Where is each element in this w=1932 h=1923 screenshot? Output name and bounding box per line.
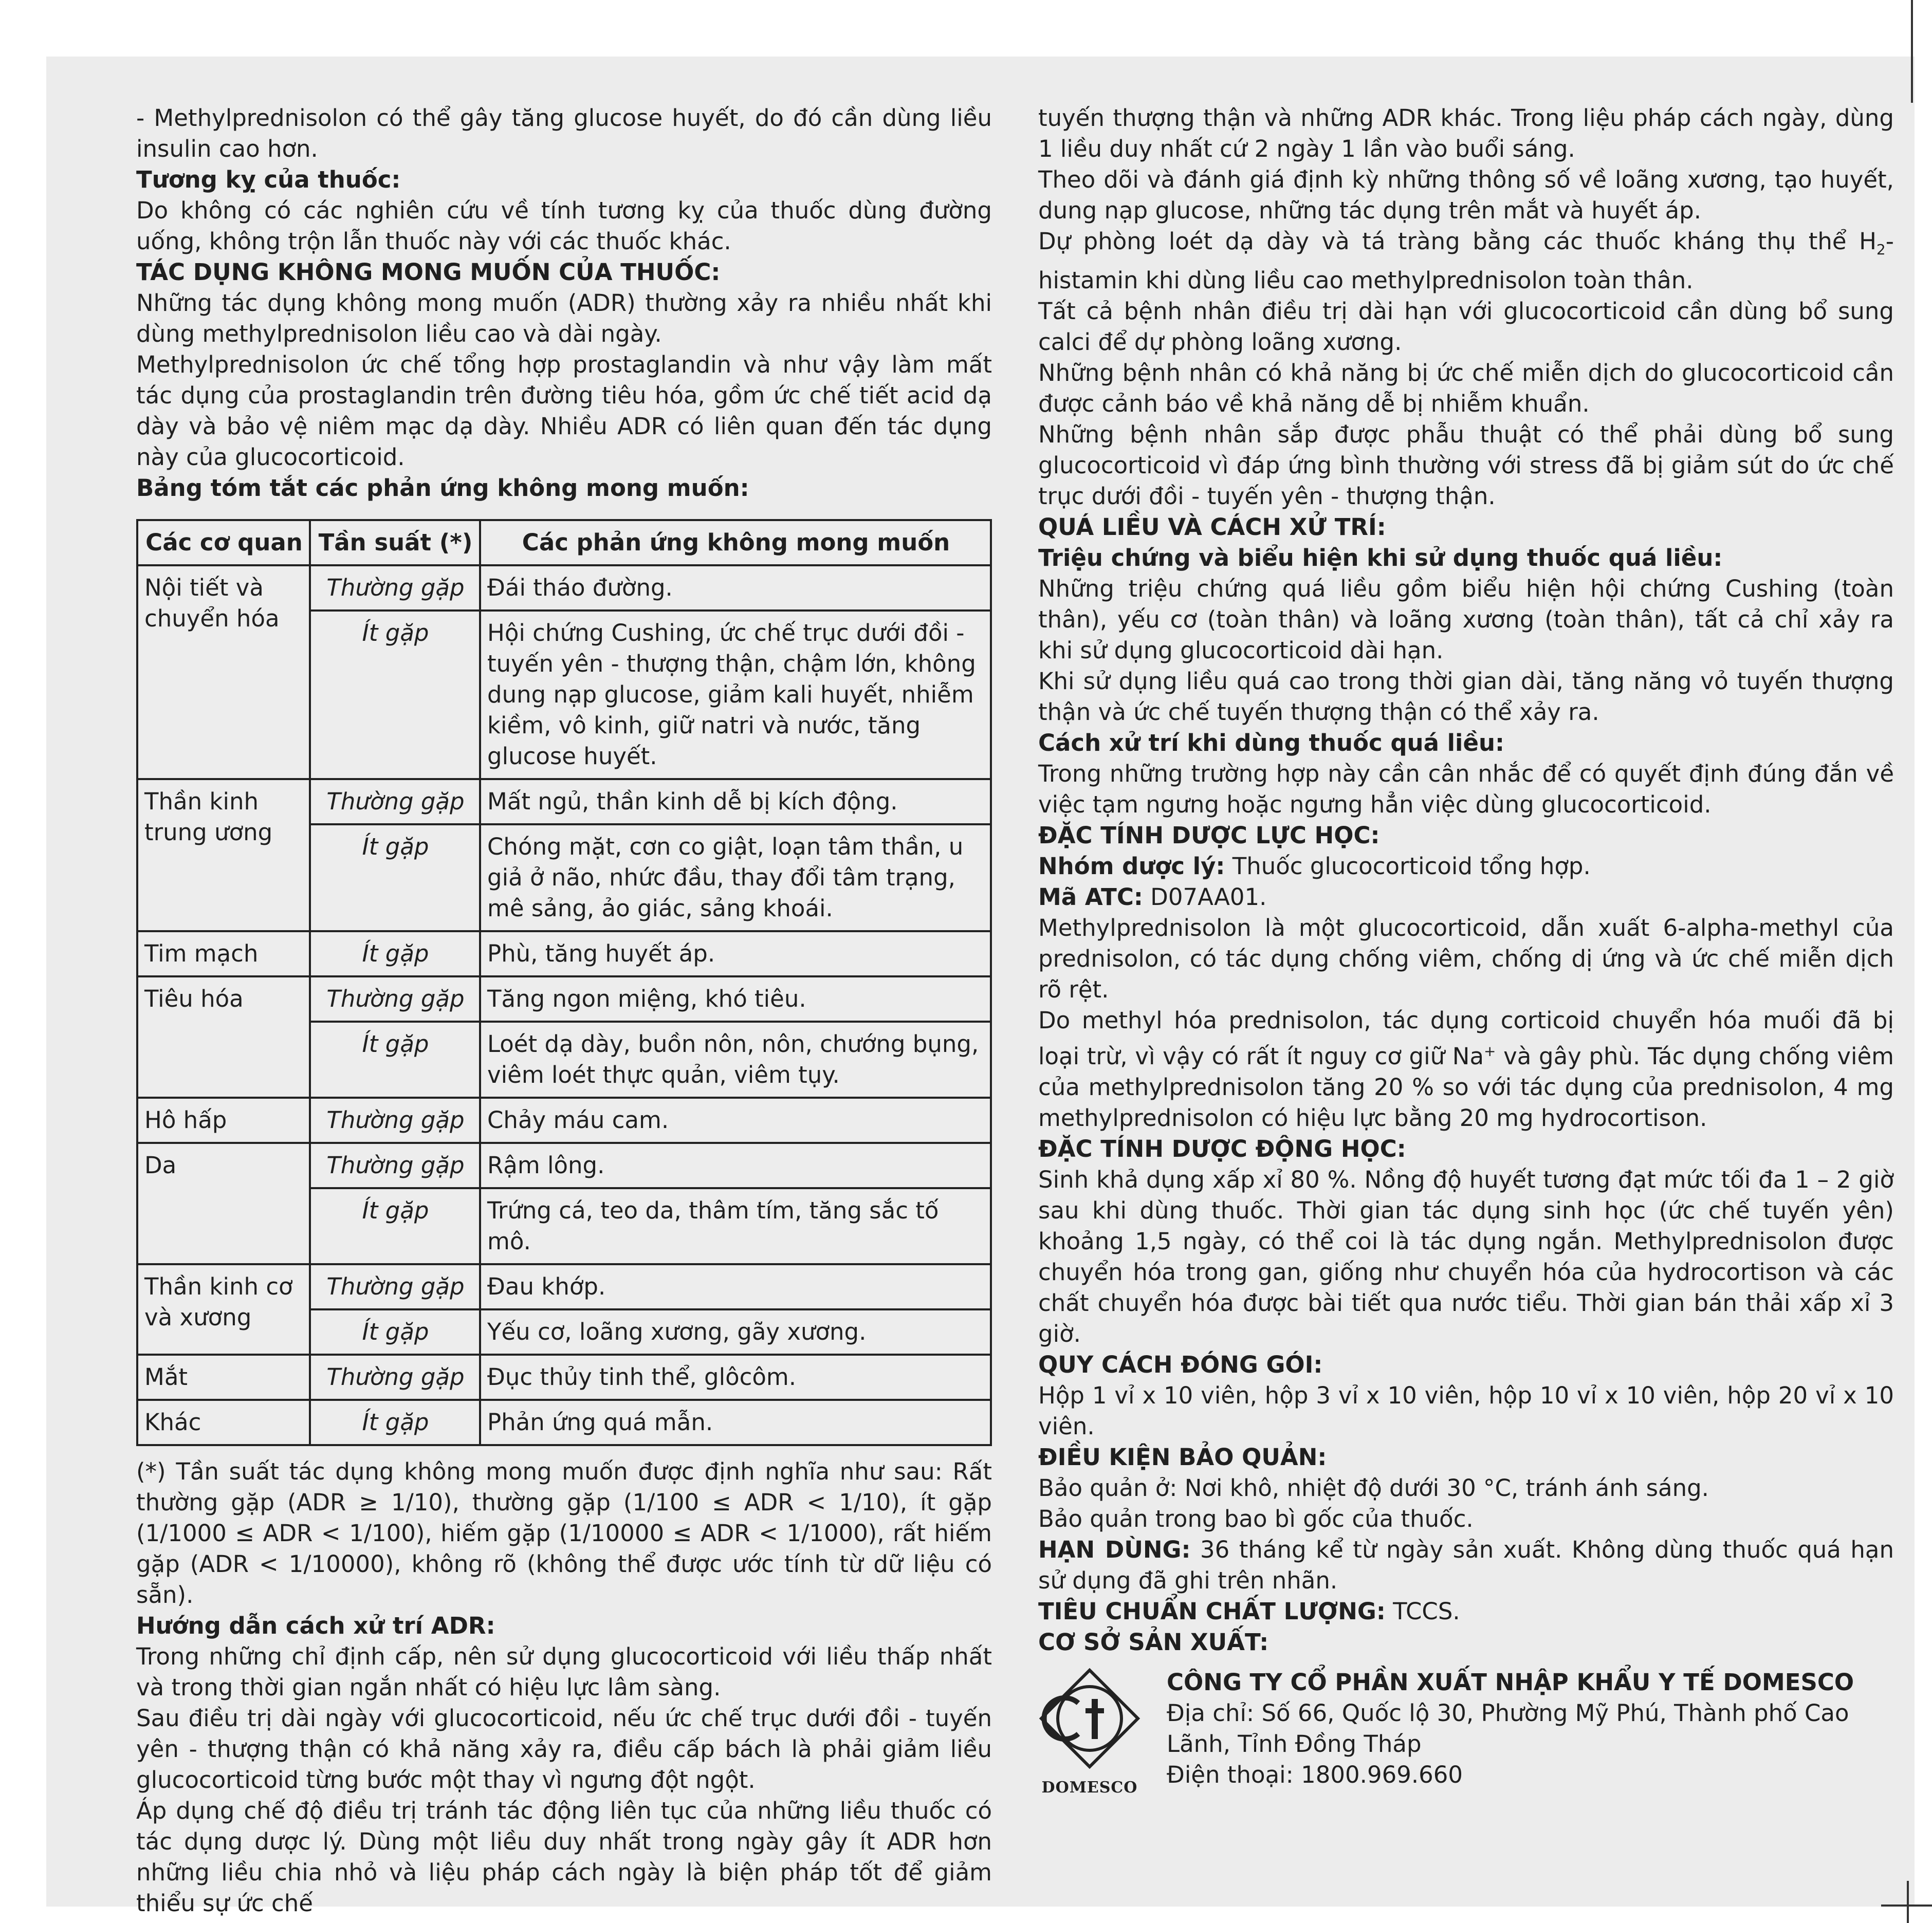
organ-cell: Khác bbox=[137, 1400, 310, 1445]
ulcer-prevention-text: Dự phòng loét dạ dày và tá tràng bằng các thuốc kháng thụ thể $H_2$-histamin khi dùng liều cao methylprednisolon toàn thân. bbox=[1038, 228, 1894, 294]
pharmacodynamics-heading: ĐẶC TÍNH DƯỢC LỰC HỌC: bbox=[1038, 822, 1380, 849]
crop-mark bbox=[1881, 1904, 1932, 1907]
storage-text-1: Bảo quản ở: Nơi khô, nhiệt độ dưới 30 °C, tránh ánh sáng. bbox=[1038, 1474, 1709, 1502]
reaction-cell: Loét dạ dày, buồn nôn, nôn, chướng bụng, viêm loét thực quản, viêm tụy. bbox=[480, 1022, 991, 1098]
incompatibility-heading: Tương kỵ của thuốc: bbox=[136, 166, 401, 193]
overdose-heading: QUÁ LIỀU VÀ CÁCH XỬ TRÍ: bbox=[1038, 513, 1386, 541]
logo-wordmark: DOMESCO bbox=[1041, 1779, 1138, 1797]
insulin-note: - Methylprednisolon có thể gây tăng glucose huyết, do đó cần dùng liều insulin cao hơn. bbox=[136, 104, 992, 162]
reaction-cell: Hội chứng Cushing, ức chế trục dưới đồi - tuyến yên - thượng thận, chậm lớn, không dung nạp glucose, giảm kali huyết, nhiễm kiềm, vô kinh, giữ natri và nước, tăng glucose huyết. bbox=[480, 611, 991, 779]
organ-cell: Nội tiết và chuyển hóa bbox=[137, 565, 310, 779]
reaction-cell: Chóng mặt, cơn co giật, loạn tâm thần, u giả ở não, nhức đầu, thay đổi tâm trạng, mê sảng, ảo giác, sảng khoái. bbox=[480, 824, 991, 931]
table-row bbox=[137, 1400, 991, 1445]
domesco-logo bbox=[1038, 1667, 1141, 1801]
adr-management-text-2: Sau điều trị dài ngày với glucocorticoid, nếu ức chế trục dưới đồi - tuyến yên - thượng thận có khả năng xảy ra, điều cấp bách là phải giảm liều glucocorticoid từng bước một thay vì ngưng đột ngột. bbox=[136, 1705, 992, 1793]
table-row bbox=[137, 565, 991, 611]
pharmacodynamics-text-1: Methylprednisolon là một glucocorticoid, dẫn xuất 6-alpha-methyl của prednisolon, có tác dụng chống viêm, chống dị ứng và ức chế miễn dịch rõ rệt. bbox=[1038, 914, 1894, 1003]
organ-cell: Tim mạch bbox=[137, 931, 310, 976]
reaction-cell: Đau khớp. bbox=[480, 1264, 991, 1309]
monitoring-text: Theo dõi và đánh giá định kỳ những thông số về loãng xương, tạo huyết, dung nạp glucose, những tác dụng trên mắt và huyết áp. bbox=[1038, 166, 1894, 224]
adverse-effects-heading: TÁC DỤNG KHÔNG MONG MUỐN CỦA THUỐC: bbox=[136, 258, 721, 286]
quality-standard-text: TIÊU CHUẨN CHẤT LƯỢNG: TCCS. bbox=[1038, 1598, 1460, 1625]
company-info bbox=[1167, 1667, 1897, 1790]
overdose-symptoms-text-2: Khi sử dụng liều quá cao trong thời gian dài, tăng năng vỏ tuyến thượng thận và ức chế tuyến thượng thận có thể xảy ra. bbox=[1038, 668, 1894, 726]
frequency-footnote: (*) Tần suất tác dụng không mong muốn được định nghĩa như sau: Rất thường gặp (ADR ≥ 1/10), thường gặp (1/100 ≤ ADR < 1/10), ít gặp (1/1000 ≤ ADR < 1/100), hiếm gặp (1/10000 ≤ ADR < 1/1000), rất hiếm gặp (ADR < 1/10000), không rõ (không thể được ước tính từ dữ liệu có sẵn). bbox=[136, 1458, 992, 1608]
organ-cell: Hô hấp bbox=[137, 1098, 310, 1143]
pharmacokinetics-heading: ĐẶC TÍNH DƯỢC ĐỘNG HỌC: bbox=[1038, 1135, 1406, 1162]
frequency-cell: Thường gặp bbox=[310, 1098, 480, 1143]
frequency-cell: Ít gặp bbox=[310, 1188, 480, 1264]
right-column bbox=[1038, 103, 1894, 1801]
table-row bbox=[137, 976, 991, 1022]
alternate-day-text: tuyến thượng thận và những ADR khác. Trong liệu pháp cách ngày, dùng 1 liều duy nhất cứ 2 ngày 1 lần vào buổi sáng. bbox=[1038, 104, 1894, 162]
domesco-logo-icon bbox=[1038, 1667, 1141, 1770]
manufacturer-block bbox=[1038, 1667, 1894, 1801]
frequency-cell: Ít gặp bbox=[310, 931, 480, 976]
reaction-cell: Yếu cơ, loãng xương, gãy xương. bbox=[480, 1309, 991, 1355]
table-row bbox=[137, 1143, 991, 1188]
frequency-cell: Ít gặp bbox=[310, 1400, 480, 1445]
adr-table-heading: Bảng tóm tắt các phản ứng không mong muốn: bbox=[136, 474, 749, 502]
adverse-effects-text-2: Methylprednisolon ức chế tổng hợp prostaglandin và như vậy làm mất tác dụng của prostaglandin trên đường tiêu hóa, gồm ức chế tiết acid dạ dày và bảo vệ niêm mạc dạ dày. Nhiều ADR có liên quan đến tác dụng này của glucocorticoid. bbox=[136, 351, 992, 471]
header-frequency: Tần suất (*) bbox=[310, 520, 480, 565]
pharmacologic-group: Nhóm dược lý: Thuốc glucocorticoid tổng hợp. bbox=[1038, 853, 1591, 880]
table-header-row bbox=[137, 520, 991, 565]
manufacturer-heading: CƠ SỞ SẢN XUẤT: bbox=[1038, 1629, 1269, 1656]
table-row bbox=[137, 1264, 991, 1309]
reaction-cell: Đái tháo đường. bbox=[480, 565, 991, 611]
pharmacokinetics-text: Sinh khả dụng xấp xỉ 80 %. Nồng độ huyết tương đạt mức tối đa 1 – 2 giờ sau khi dùng thuốc. Thời gian tác dụng sinh học (ức chế tuyến yên) khoảng 1,5 ngày, có thể coi là tác dụng ngắn. Methylprednisolon được chuyển hóa trong gan, giống như chuyển hóa của hydrocortison và các chất chuyển hóa được bài tiết qua nước tiểu. Thời gian bán thải xấp xỉ 3 giờ. bbox=[1038, 1166, 1894, 1347]
frequency-cell: Thường gặp bbox=[310, 976, 480, 1022]
table-row bbox=[137, 1098, 991, 1143]
pharmacodynamics-text-2: Do methyl hóa prednisolon, tác dụng corticoid chuyển hóa muối đã bị loại trừ, vì vậy có rất ít nguy cơ giữ Na+ và gây phù. Tác dụng chống viêm của methylprednisolon tăng 20 % so với tác dụng của prednisolon, 4 mg methylprednisolon có hiệu lực bằng 20 mg hydrocortison. bbox=[1038, 1007, 1894, 1132]
organ-cell: Da bbox=[137, 1143, 310, 1264]
packaging-text: Hộp 1 vỉ x 10 viên, hộp 3 vỉ x 10 viên, hộp 10 vỉ x 10 viên, hộp 20 vỉ x 10 viên. bbox=[1038, 1382, 1894, 1440]
reaction-cell: Tăng ngon miệng, khó tiêu. bbox=[480, 976, 991, 1022]
frequency-cell: Thường gặp bbox=[310, 1355, 480, 1400]
expiry-text: HẠN DÙNG: 36 tháng kể từ ngày sản xuất. Không dùng thuốc quá hạn sử dụng đã ghi trên nhãn. bbox=[1038, 1536, 1894, 1594]
reaction-cell: Phản ứng quá mẫn. bbox=[480, 1400, 991, 1445]
frequency-cell: Ít gặp bbox=[310, 1309, 480, 1355]
atc-code: Mã ATC: D07AA01. bbox=[1038, 883, 1267, 911]
storage-text-2: Bảo quản trong bao bì gốc của thuốc. bbox=[1038, 1505, 1474, 1532]
overdose-symptoms-text-1: Những triệu chứng quá liều gồm biểu hiện hội chứng Cushing (toàn thân), yếu cơ (toàn thân) và loãng xương (toàn thân), tất cả chỉ xảy ra khi sử dụng glucocorticoid dài hạn. bbox=[1038, 575, 1894, 664]
packaging-heading: QUY CÁCH ĐÓNG GÓI: bbox=[1038, 1351, 1323, 1378]
overdose-treatment-heading: Cách xử trí khi dùng thuốc quá liều: bbox=[1038, 729, 1505, 756]
organ-cell: Mắt bbox=[137, 1355, 310, 1400]
reaction-cell: Đục thủy tinh thể, glôcôm. bbox=[480, 1355, 991, 1400]
infection-warning-text: Những bệnh nhân có khả năng bị ức chế miễn dịch do glucocorticoid cần được cảnh báo về khả năng dễ bị nhiễm khuẩn. bbox=[1038, 359, 1894, 417]
organ-cell: Tiêu hóa bbox=[137, 976, 310, 1098]
leaflet-page bbox=[46, 57, 1915, 1917]
table-row bbox=[137, 779, 991, 824]
organ-cell: Thần kinh trung ương bbox=[137, 779, 310, 931]
table-row bbox=[137, 931, 991, 976]
table-row bbox=[137, 1355, 991, 1400]
company-name: CÔNG TY CỔ PHẦN XUẤT NHẬP KHẨU Y TẾ DOMESCO bbox=[1167, 1669, 1854, 1696]
crop-mark bbox=[1911, 0, 1913, 103]
header-reactions: Các phản ứng không mong muốn bbox=[480, 520, 991, 565]
reaction-cell: Phù, tăng huyết áp. bbox=[480, 931, 991, 976]
frequency-cell: Ít gặp bbox=[310, 1022, 480, 1098]
reaction-cell: Rậm lông. bbox=[480, 1143, 991, 1188]
frequency-cell: Ít gặp bbox=[310, 611, 480, 779]
overdose-symptoms-heading: Triệu chứng và biểu hiện khi sử dụng thuốc quá liều: bbox=[1038, 544, 1723, 571]
adr-table bbox=[136, 519, 992, 1446]
company-phone: Điện thoại: 1800.969.660 bbox=[1167, 1761, 1463, 1788]
storage-heading: ĐIỀU KIỆN BẢO QUẢN: bbox=[1038, 1444, 1327, 1471]
adr-management-text-1: Trong những chỉ định cấp, nên sử dụng glucocorticoid với liều thấp nhất và trong thời gian ngắn nhất có hiệu lực lâm sàng. bbox=[136, 1643, 992, 1701]
organ-cell: Thần kinh cơ và xương bbox=[137, 1264, 310, 1355]
incompatibility-text: Do không có các nghiên cứu về tính tương kỵ của thuốc dùng đường uống, không trộn lẫn thuốc này với các thuốc khác. bbox=[136, 197, 992, 255]
company-address: Địa chỉ: Số 66, Quốc lộ 30, Phường Mỹ Phú, Thành phố Cao Lãnh, Tỉnh Đồng Tháp bbox=[1167, 1699, 1849, 1758]
adr-management-heading: Hướng dẫn cách xử trí ADR: bbox=[136, 1612, 495, 1639]
adverse-effects-text-1: Những tác dụng không mong muốn (ADR) thường xảy ra nhiều nhất khi dùng methylprednisolon liều cao và dài ngày. bbox=[136, 289, 992, 347]
frequency-cell: Thường gặp bbox=[310, 1143, 480, 1188]
crop-mark bbox=[1907, 1881, 1909, 1923]
header-organ: Các cơ quan bbox=[137, 520, 310, 565]
overdose-treatment-text: Trong những trường hợp này cần cân nhắc để có quyết định đúng đắn về việc tạm ngưng hoặc ngưng hẳn việc dùng glucocorticoid. bbox=[1038, 760, 1894, 818]
calcium-text: Tất cả bệnh nhân điều trị dài hạn với glucocorticoid cần dùng bổ sung calci để dự phòng loãng xương. bbox=[1038, 298, 1894, 356]
reaction-cell: Mất ngủ, thần kinh dễ bị kích động. bbox=[480, 779, 991, 824]
frequency-cell: Thường gặp bbox=[310, 779, 480, 824]
frequency-cell: Thường gặp bbox=[310, 565, 480, 611]
adr-management-text-3: Áp dụng chế độ điều trị tránh tác động liên tục của những liều thuốc có tác dụng dược lý. Dùng một liều duy nhất trong ngày gây ít ADR hơn những liều chia nhỏ và liệu pháp cách ngày là biện pháp tốt để giảm thiểu sự ức chế bbox=[136, 1797, 992, 1917]
surgery-text: Những bệnh nhân sắp được phẫu thuật có thể phải dùng bổ sung glucocorticoid vì đáp ứng bình thường với stress đã bị giảm sút do ức chế trục dưới đồi - tuyến yên - thượng thận. bbox=[1038, 421, 1894, 510]
reaction-cell: Trứng cá, teo da, thâm tím, tăng sắc tố mô. bbox=[480, 1188, 991, 1264]
frequency-cell: Thường gặp bbox=[310, 1264, 480, 1309]
reaction-cell: Chảy máu cam. bbox=[480, 1098, 991, 1143]
left-column bbox=[136, 103, 992, 1919]
frequency-cell: Ít gặp bbox=[310, 824, 480, 931]
